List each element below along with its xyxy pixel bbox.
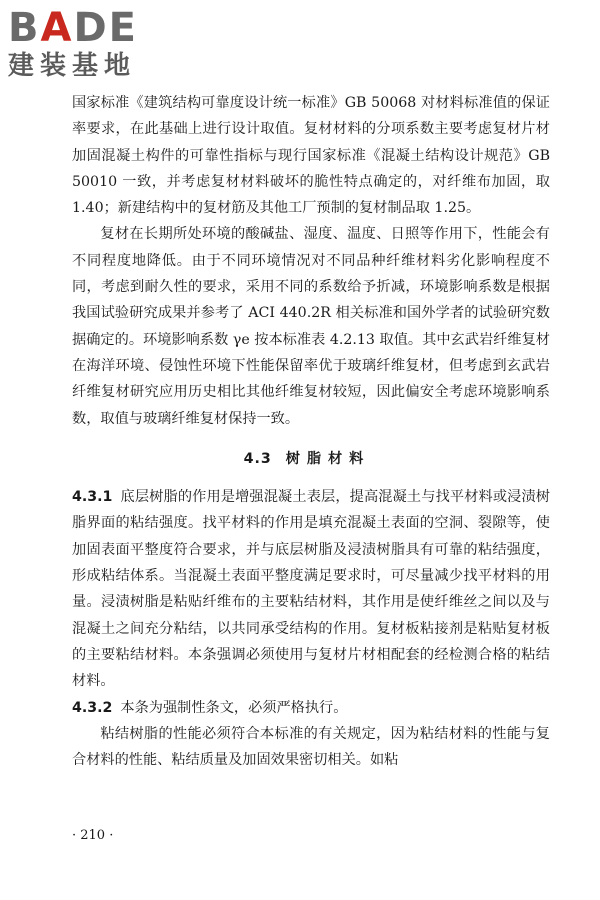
logo-subtitle: 建装基地 bbox=[8, 51, 137, 81]
section-heading bbox=[72, 446, 550, 472]
clause-text: 本条为强制性条文，必须严格执行。 bbox=[120, 699, 348, 716]
section-number: 4.3 bbox=[243, 450, 272, 467]
clause-number: 4.3.2 bbox=[72, 699, 113, 716]
clause bbox=[72, 695, 550, 721]
page-body bbox=[72, 90, 550, 773]
clause bbox=[72, 484, 550, 694]
logo-word: BADE bbox=[8, 5, 138, 51]
page-number: · 210 · bbox=[72, 828, 114, 843]
paragraph: 粘结树脂的性能必须符合本标准的有关规定，因为粘结材料的性能与复合材料的性能、粘结质量及加固效果密切相关。如粘 bbox=[72, 725, 550, 769]
clause-text: 底层树脂的作用是增强混凝土表层，提高混凝土与找平材料或浸渍树脂界面的粘结强度。找平材料的作用是填充混凝土表面的空洞、裂隙等，使加固表面平整度符合要求，并与底层树脂及浸渍树脂具有可靠的粘结强度，形成粘结体系。当混凝土表面平整度满足要求时，可尽量减少找平材料的用量。浸渍树脂是粘贴纤维布的主要粘结材料，其作用是使纤维丝之间以及与混凝土之间充分粘结，以共同承受结构的作用。复材板粘接剂是粘贴复材板的主要粘结材料。本条强调必须使用与复材片材相配套的经检测合格的粘结材料。 bbox=[72, 489, 550, 690]
clause-number: 4.3.1 bbox=[72, 489, 113, 506]
paragraph: 复材在长期所处环境的酸碱盐、湿度、温度、日照等作用下，性能会有不同程度地降低。由于不同环境情况对不同品种纤维材料劣化影响程度不同，考虑到耐久性的要求，采用不同的系数给予折减，环境影响系数是根据我国试验研究成果并参考了 ACI 440.2R 相关标准和国外学者的试验研究数据确定的。环境影响系数 γe 按本标准表 4.2.13 取值。其中玄武岩纤维复材在海洋环境、侵蚀性环境下性能保留率优于玻璃纤维复材，但考虑到玄武岩纤维复材研究应用历史相比其他纤维复材较短，因此偏安全考虑环境影响系数，取值与玻璃纤维复材保持一致。 bbox=[72, 226, 550, 427]
section-title: 树 脂 材 料 bbox=[285, 450, 365, 467]
paragraph: 国家标准《建筑结构可靠度设计统一标准》GB 50068 对材料标准值的保证率要求，在此基础上进行设计取值。复材材料的分项系数主要考虑复材片材加固混凝土构件的可靠性指标与现行国家标准《混凝土结构设计规范》GB 50010 一致，并考虑复材材料破坏的脆性特点确定的，对纤维布加固，取 1.40；新建结构中的复材筋及其他工厂预制的复材制品取 1.25。 bbox=[72, 95, 550, 217]
watermark-logo bbox=[8, 6, 188, 82]
